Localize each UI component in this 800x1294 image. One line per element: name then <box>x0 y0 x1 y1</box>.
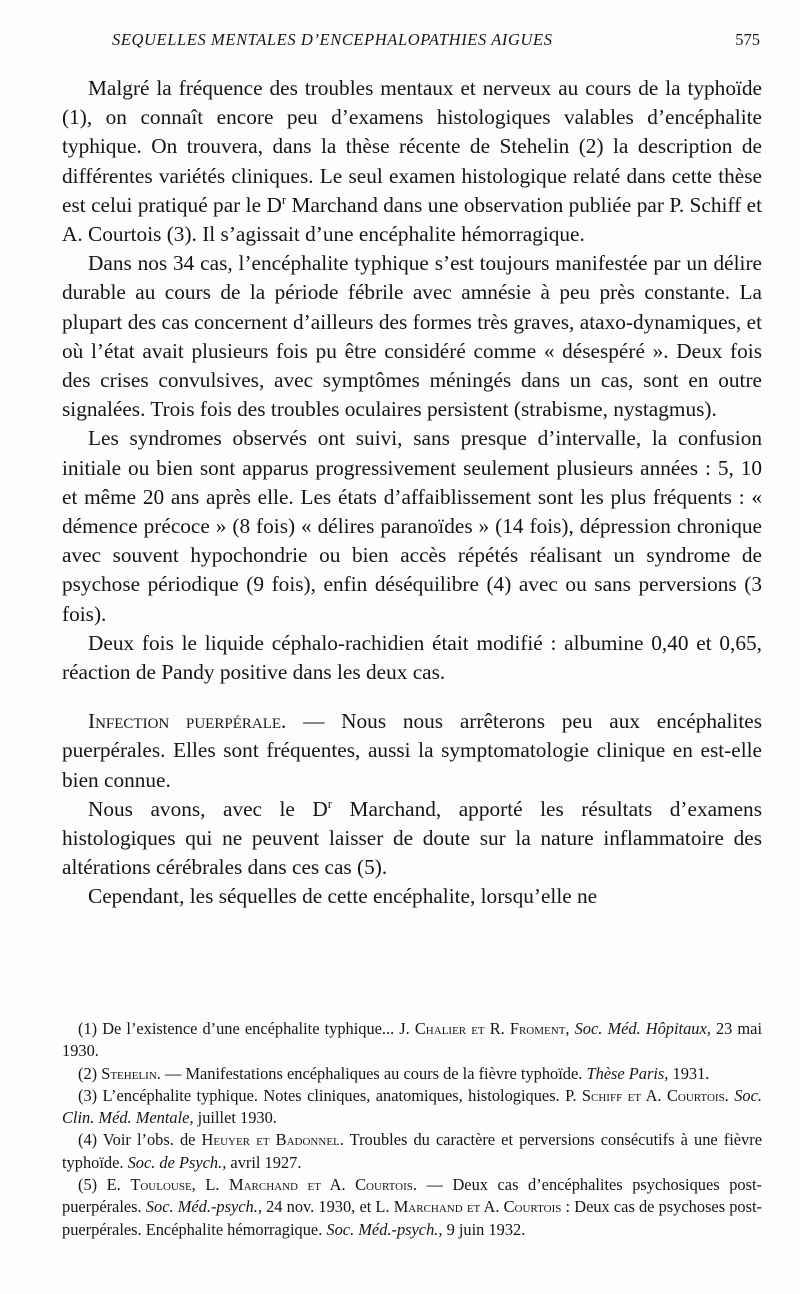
footnote-journal: Thèse Paris, <box>586 1063 669 1083</box>
footnote-authors: Chalier et R. Froment, <box>414 1019 570 1038</box>
footnote-text: (3) L’encéphalite typhique. Notes cliniques, anatomiques, histologiques. P. <box>78 1085 582 1105</box>
paragraph-csf: Deux fois le liquide céphalo-rachidien était modifié : albumine 0,40 et 0,65, réaction de Pandy positive dans les deux cas. <box>62 630 762 685</box>
superscript: r <box>281 192 287 207</box>
footnotes <box>62 1018 762 1241</box>
footnote-text: Troubles du caractère et perversions consécutifs à une fièvre typhoïde. <box>62 1130 762 1172</box>
paragraph-text: Nous avons, avec le D <box>88 796 328 821</box>
footnote-date: avril 1927. <box>226 1152 302 1172</box>
footnote-journal: Soc. Clin. Méd. Mentale, <box>62 1085 762 1128</box>
paragraph-text: Marchand dans une observation publiée par P. Schiff et A. Courtois (3). Il s’agissait d’une encéphalite hémorragique. <box>62 192 762 247</box>
footnote-3 <box>62 1085 762 1130</box>
page-number: 575 <box>735 30 760 49</box>
footnote-2 <box>62 1063 762 1085</box>
running-title: SEQUELLES MENTALES D’ENCEPHALOPATHIES AIGUES <box>112 30 553 49</box>
paragraph-text: — Nous nous arrêterons peu aux encéphalites puerpérales. Elles sont fréquentes, aussi la symptomatologie clinique en est-elle bien connue. <box>62 709 762 792</box>
main-text <box>62 74 762 912</box>
footnote-text: (4) Voir l’obs. de <box>78 1130 202 1150</box>
paragraph-sequelae: Cependant, les séquelles de cette encéphalite, lorsqu’elle ne <box>88 884 598 909</box>
footnote-journal: Soc. Méd.-psych., <box>326 1219 443 1239</box>
footnote-number: (2) <box>78 1063 102 1083</box>
footnote-1 <box>62 1018 762 1063</box>
section-heading: Infection puerpérale. <box>88 709 287 734</box>
footnote-date: 24 nov. 1930, et L. <box>261 1197 394 1217</box>
footnote-authors: Schiff et A. Courtois. <box>581 1085 729 1105</box>
footnote-4 <box>62 1129 762 1174</box>
paragraph-typhoid-histology <box>62 74 762 249</box>
footnote-authors: Stehelin. <box>101 1063 161 1083</box>
footnote-date: 9 juin 1932. <box>442 1219 526 1239</box>
footnote-5 <box>62 1174 762 1241</box>
footnote-text: — Deux cas d’encéphalites psychosiques post-puerpérales. <box>62 1175 762 1217</box>
paragraph-text: Marchand, apporté les résultats d’examens histologiques qui ne peuvent laisser de doute sur la nature inflammatoire des altérations cérébrales dans ces cas (5). <box>62 796 762 880</box>
footnote-journal: Soc. Méd. Hôpitaux, <box>569 1019 711 1038</box>
paragraph-34-cases: Dans nos 34 cas, l’encéphalite typhique s’est toujours manifestée par un délire durable au cours de la période fébrile avec amnésie à peu près constante. La plupart des cas concernent d’ailleurs des formes très graves, ataxo-dynamiques, et où l’état avait plusieurs fois pu être considéré comme « désespéré ». Deux fois des crises convulsives, avec symptômes méningés dans un cas, sont en outre signalées. Trois fois des troubles oculaires persistent (strabisme, nystagmus). <box>62 251 762 422</box>
paragraph-marchand-exams <box>62 795 762 883</box>
footnote-authors: Marchand et A. Courtois : <box>393 1197 571 1217</box>
footnote-journal: Soc. de Psych., <box>127 1152 227 1172</box>
running-head <box>60 30 760 56</box>
paragraph-puerperal-infection <box>62 707 762 795</box>
footnote-text: Deux cas de psychoses post-puerpérales. Encéphalite hémorragique. <box>62 1197 763 1239</box>
footnote-authors: Heuyer et Badonnel. <box>201 1130 344 1150</box>
paragraph-text: Malgré la fréquence des troubles mentaux et nerveux au cours de la typhoïde (1), on connaît encore peu d’examens histologiques valables d’encéphalite typhique. On trouvera, dans la thèse récente de Stehelin (2) la description de différentes variétés cliniques. Le seul examen histologique relaté dans cette thèse est celui pratiqué par le D <box>62 76 762 217</box>
footnote-text: (1) De l’existence d’une encéphalite typhique... J. <box>78 1019 415 1038</box>
footnote-text: — Manifestations encéphaliques au cours de la fièvre typhoïde. <box>160 1063 587 1083</box>
footnote-date: 23 mai 1930. <box>62 1019 762 1061</box>
paragraph-syndromes: Les syndromes observés ont suivi, sans presque d’intervalle, la confusion initiale ou bien sont apparus progressivement seulement plusieurs années : 5, 10 et même 20 ans après elle. Les états d’affaiblissement sont les plus fréquents : « démence précoce » (8 fois) « délires paranoïdes » (14 fois), dépression chronique avec souvent hypochondrie ou bien accès répétés réalisant un syndrome de psychose périodique (9 fois), enfin déséquilibre (4) avec ou sans perversions (3 fois). <box>62 426 762 626</box>
superscript: r <box>327 796 333 811</box>
footnote-date: 1931. <box>668 1063 710 1083</box>
footnote-number: (5) E. <box>78 1175 131 1195</box>
footnote-journal: Soc. Méd.-psych., <box>145 1197 262 1217</box>
footnote-date: juillet 1930. <box>193 1108 277 1128</box>
footnote-authors: Toulouse, L. Marchand et A. Courtois. <box>130 1175 417 1195</box>
